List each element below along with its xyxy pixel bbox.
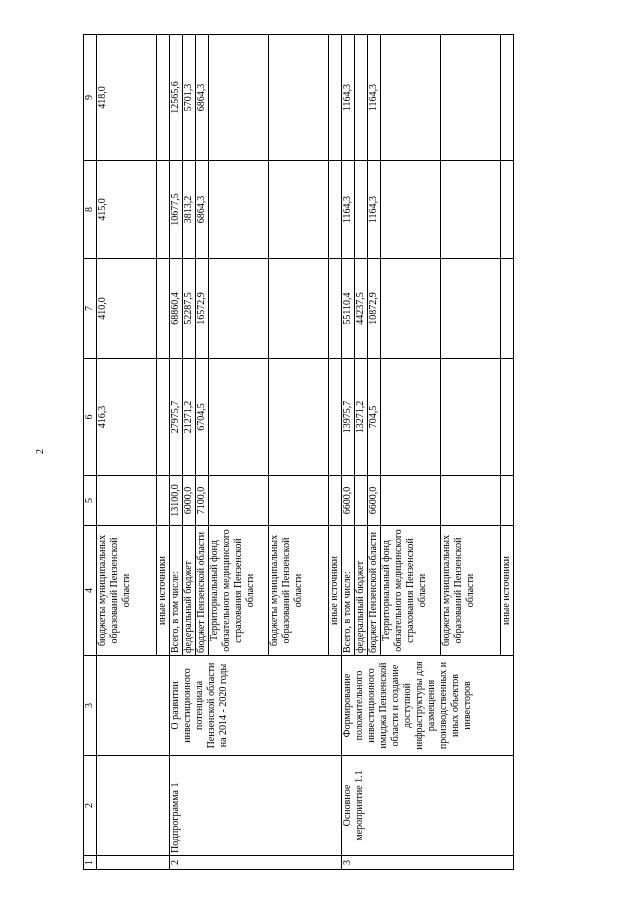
value-cell: 1164,3: [368, 161, 381, 259]
header-cell: 6: [84, 359, 97, 476]
value-cell: [329, 35, 342, 161]
page-number: 2: [35, 449, 46, 454]
value-cell: 7100,0: [196, 476, 209, 526]
source-cell: бюджеты муниципальных образований Пензенской области: [441, 526, 501, 656]
value-cell: [381, 359, 441, 476]
value-cell: [381, 35, 441, 161]
source-cell: бюджет Пензенской области: [368, 526, 381, 656]
value-cell: [329, 476, 342, 526]
source-cell: Территориальный фонд обязательного медицинского страхования Пензенской области: [381, 526, 441, 656]
rotated-table-wrapper: [83, 35, 583, 870]
value-cell: [441, 35, 501, 161]
value-cell: 1164,3: [342, 161, 355, 259]
value-cell: 21271,2: [183, 359, 196, 476]
value-cell: 6704,5: [196, 359, 209, 476]
value-cell: 10677,5: [170, 161, 183, 259]
header-cell: 9: [84, 35, 97, 161]
source-cell: бюджеты муниципальных образований Пензенской области: [97, 526, 157, 656]
value-cell: [355, 476, 368, 526]
value-cell: 1164,3: [368, 35, 381, 161]
header-cell: 3: [84, 656, 97, 756]
value-cell: [501, 259, 514, 359]
value-cell: [329, 259, 342, 359]
value-cell: [269, 35, 329, 161]
value-cell: [269, 476, 329, 526]
value-cell: [501, 161, 514, 259]
value-cell: [441, 476, 501, 526]
program-name: Подпрограмма 1: [170, 756, 342, 856]
value-cell: 13100,0: [170, 476, 183, 526]
value-cell: [329, 161, 342, 259]
value-cell: [329, 359, 342, 476]
value-cell: 6864,3: [196, 161, 209, 259]
header-cell: 7: [84, 259, 97, 359]
source-cell: Всего, в том числе:: [170, 526, 183, 656]
value-cell: [209, 476, 269, 526]
value-cell: [209, 161, 269, 259]
value-cell: 6600,0: [368, 476, 381, 526]
value-cell: [355, 35, 368, 161]
value-cell: 44237,5: [355, 259, 368, 359]
value-cell: 16572,9: [196, 259, 209, 359]
table-row: [342, 35, 355, 870]
source-cell: иные источники: [501, 526, 514, 656]
table-row: [97, 35, 157, 870]
value-cell: 68860,4: [170, 259, 183, 359]
table-row: [170, 35, 183, 870]
value-cell: 415,0: [97, 161, 157, 259]
header-cell: 2: [84, 756, 97, 856]
value-cell: 1164,3: [342, 35, 355, 161]
value-cell: 52287,5: [183, 259, 196, 359]
header-cell: 4: [84, 526, 97, 656]
value-cell: [269, 359, 329, 476]
value-cell: [501, 35, 514, 161]
value-cell: 416,3: [97, 359, 157, 476]
source-cell: Территориальный фонд обязательного медицинского страхования Пензенской области: [209, 526, 269, 656]
source-cell: Всего, в том числе:: [342, 526, 355, 656]
row-number: 2: [170, 856, 342, 870]
value-cell: 6864,3: [196, 35, 209, 161]
value-cell: 5701,3: [183, 35, 196, 161]
source-cell: федеральный бюджет: [183, 526, 196, 656]
value-cell: 13271,2: [355, 359, 368, 476]
value-cell: [269, 161, 329, 259]
value-cell: 13975,7: [342, 359, 355, 476]
source-cell: федеральный бюджет: [355, 526, 368, 656]
value-cell: [441, 161, 501, 259]
value-cell: [209, 259, 269, 359]
value-cell: [501, 476, 514, 526]
value-cell: [97, 476, 157, 526]
header-cell: 5: [84, 476, 97, 526]
value-cell: 10872,9: [368, 259, 381, 359]
value-cell: 418,0: [97, 35, 157, 161]
value-cell: 3813,2: [183, 161, 196, 259]
source-cell: иные источники: [329, 526, 342, 656]
program-description: О развитии инвестиционного потенциала Пензенской области на 2014 - 2020 годы: [170, 656, 342, 756]
program-description: Формирование положительного инвестиционного имиджа Пензенской области и создание доступной инфраструктуры для размещения производственных и иных объектов инвесторов: [342, 656, 514, 756]
value-cell: 6000,0: [183, 476, 196, 526]
value-cell: [381, 476, 441, 526]
value-cell: [209, 359, 269, 476]
value-cell: [381, 259, 441, 359]
value-cell: [501, 359, 514, 476]
value-cell: [441, 259, 501, 359]
source-cell: бюджеты муниципальных образований Пензенской области: [269, 526, 329, 656]
row-number: 3: [342, 856, 514, 870]
value-cell: 704,5: [368, 359, 381, 476]
value-cell: 55110,4: [342, 259, 355, 359]
header-cell: 1: [84, 856, 97, 870]
value-cell: [209, 35, 269, 161]
value-cell: [381, 161, 441, 259]
value-cell: 410,0: [97, 259, 157, 359]
program-name: Основное мероприятие 1.1: [342, 756, 514, 856]
value-cell: 6600,0: [342, 476, 355, 526]
value-cell: 12565,6: [170, 35, 183, 161]
header-cell: 8: [84, 161, 97, 259]
value-cell: 27975,7: [170, 359, 183, 476]
value-cell: [269, 259, 329, 359]
header-row: [84, 35, 97, 870]
value-cell: [355, 161, 368, 259]
value-cell: [441, 359, 501, 476]
source-cell: бюджет Пензенской области: [196, 526, 209, 656]
source-cell: иные источники: [157, 526, 170, 656]
budget-table: [83, 34, 514, 870]
